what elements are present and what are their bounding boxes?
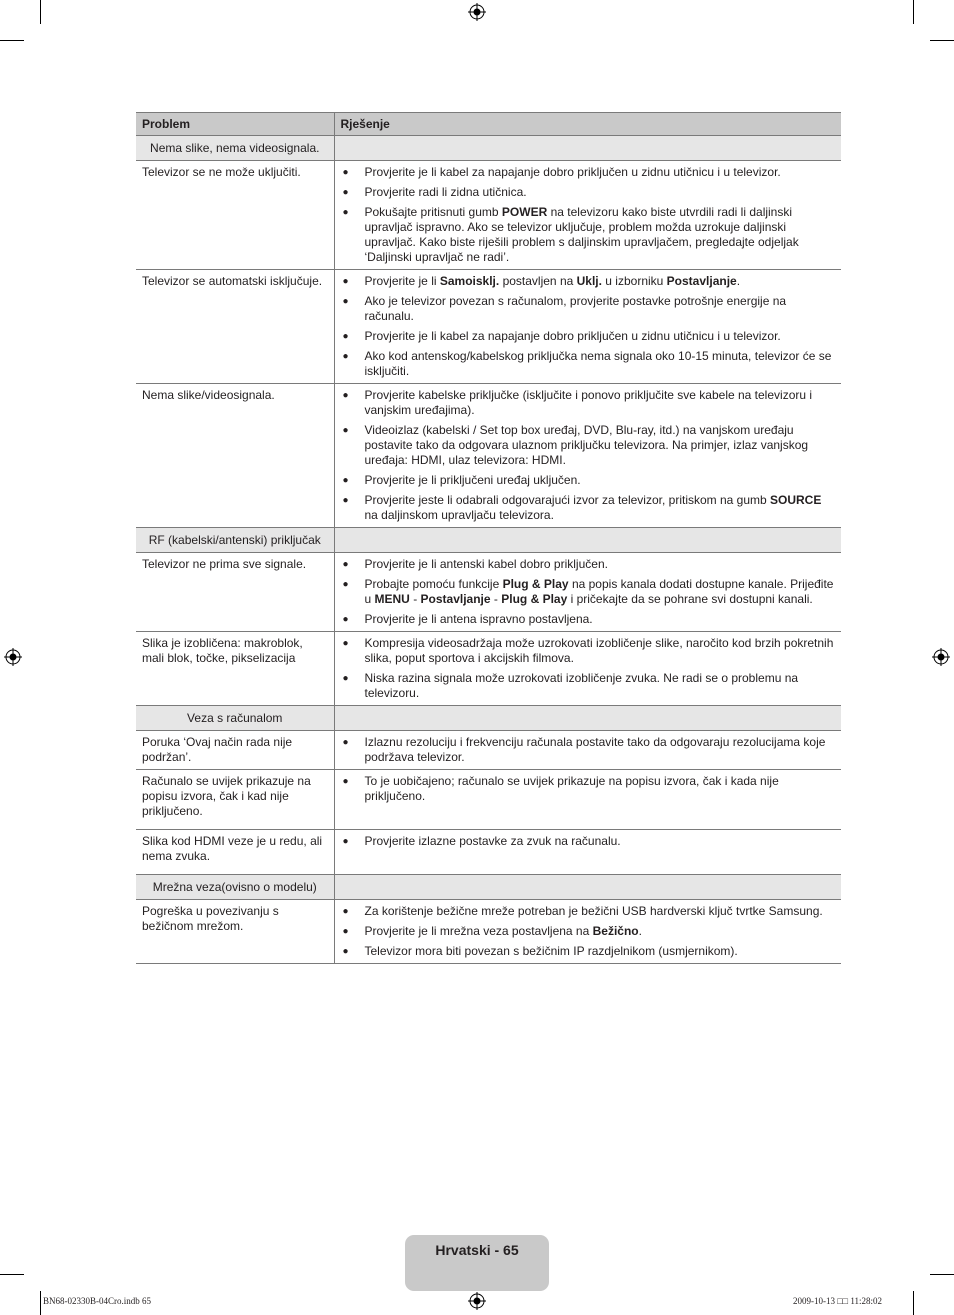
section-header-row [136, 528, 841, 553]
table-row [136, 384, 841, 528]
table-row [136, 632, 841, 706]
section-header-row [136, 136, 841, 161]
solution-list-item: ● Provjerite je li antenski kabel dobro priključen. [341, 557, 838, 572]
problem-cell: Televizor se ne može uključiti. [136, 161, 334, 270]
solution-list [341, 904, 838, 959]
section-empty-cell [334, 875, 841, 900]
solution-cell [334, 731, 841, 770]
solution-cell [334, 900, 841, 964]
problem-cell: Televizor se automatski isključuje. [136, 270, 334, 384]
footer-date: 2009-10-13 □□ 11:28:02 [793, 1296, 883, 1306]
solution-list-item: ● Provjerite radi li zidna utičnica. [341, 185, 838, 200]
solution-list-item: ● Provjerite je li Samoisklj. postavljen na Uklj. u izborniku Postavljanje. [341, 274, 838, 289]
problem-cell: Slika je izobličena: makroblok, mali blok, točke, pikselizacija [136, 632, 334, 706]
problem-cell: Televizor ne prima sve signale. [136, 553, 334, 632]
crop-mark [40, 1291, 41, 1315]
solution-cell [334, 384, 841, 528]
solution-list-item: ● Televizor mora biti povezan s bežičnim IP razdjelnikom (usmjernikom). [341, 944, 838, 959]
section-empty-cell [334, 706, 841, 731]
solution-list-item: ● Provjerite je li antena ispravno postavljena. [341, 612, 838, 627]
solution-list [341, 165, 838, 265]
section-label: RF (kabelski/antenski) priključak [136, 528, 334, 553]
solution-list [341, 834, 838, 849]
crop-mark [930, 1274, 954, 1275]
solution-list [341, 388, 838, 523]
table-row [136, 770, 841, 830]
crop-mark [930, 40, 954, 41]
table-row [136, 731, 841, 770]
registration-mark-icon [468, 1292, 486, 1310]
section-label: Veza s računalom [136, 706, 334, 731]
table-row [136, 161, 841, 270]
solution-list-item: ● Kompresija videosadržaja može uzrokovati izobličenje slike, naročito kod brzih pokretnih slika, poput sportova i akcijskih filmova. [341, 636, 838, 666]
solution-cell [334, 270, 841, 384]
table-row [136, 900, 841, 964]
solution-list-item: ● Probajte pomoću funkcije Plug & Play na popis kanala dodati dostupne kanale. Prijeđite u MENU - Postavljanje - Plug & Play i pričekajte da se pohrane svi dostupni kanali. [341, 577, 838, 607]
solution-list-item: ● Provjerite je li priključeni uređaj uključen. [341, 473, 838, 488]
registration-mark-icon [932, 648, 950, 666]
solution-list [341, 274, 838, 379]
crop-mark [913, 1291, 914, 1315]
table-row [136, 830, 841, 875]
solution-cell [334, 632, 841, 706]
solution-list [341, 557, 838, 627]
solution-list-item: ● Provjerite je li kabel za napajanje dobro priključen u zidnu utičnicu i u televizor. [341, 329, 838, 344]
crop-mark [0, 1274, 24, 1275]
problem-cell: Pogreška u povezivanju s bežičnom mrežom. [136, 900, 334, 964]
solution-cell [334, 830, 841, 875]
section-header-row [136, 706, 841, 731]
section-label: Mrežna veza(ovisno o modelu) [136, 875, 334, 900]
problem-cell: Nema slike/videosignala. [136, 384, 334, 528]
page-label: Hrvatski - 65 [435, 1242, 519, 1258]
solution-list-item: ● Provjerite kabelske priključke (isključite i ponovo priključite sve kabele na televizoru i vanjskim uređajima). [341, 388, 838, 418]
registration-mark-icon [468, 3, 486, 21]
troubleshooting-table [136, 112, 841, 964]
section-header-row [136, 875, 841, 900]
solution-list-item: ● Ako je televizor povezan s računalom, provjerite postavke potrošnje energije na računalu. [341, 294, 838, 324]
solution-list [341, 774, 838, 804]
table-row [136, 553, 841, 632]
problem-cell: Računalo se uvijek prikazuje na popisu izvora, čak i kad nije priključeno. [136, 770, 334, 830]
solution-cell [334, 770, 841, 830]
solution-list-item: ● Provjerite izlazne postavke za zvuk na računalu. [341, 834, 838, 849]
section-label: Nema slike, nema videosignala. [136, 136, 334, 161]
column-header-problem: Problem [136, 113, 334, 136]
solution-list-item: ● Ako kod antenskog/kabelskog priključka nema signala oko 10-15 minuta, televizor će se isključiti. [341, 349, 838, 379]
problem-cell: Poruka ‘Ovaj način rada nije podržan’. [136, 731, 334, 770]
column-header-solution: Rješenje [334, 113, 841, 136]
solution-list-item: ● Provjerite jeste li odabrali odgovarajući izvor za televizor, pritiskom na gumb SOURCE na daljinskom upravljaču televizora. [341, 493, 838, 523]
section-empty-cell [334, 136, 841, 161]
solution-list-item: ● Niska razina signala može uzrokovati izobličenje zvuka. Ne radi se o problemu na televizoru. [341, 671, 838, 701]
table-header-row [136, 113, 841, 136]
solution-list-item: ● Videoizlaz (kabelski / Set top box uređaj, DVD, Blu-ray, itd.) na vanjskom uređaju postavite tako da odgovara ulaznom priključku televizora. Na primjer, izlaz vanjskog uređaja: HDMI, ulaz televizora: HDMI. [341, 423, 838, 468]
table-body [136, 136, 841, 964]
solution-list-item: ● Izlaznu rezoluciju i frekvenciju računala postavite tako da odgovaraju rezolucijama koje podržava televizor. [341, 735, 838, 765]
solution-list-item: ● Provjerite je li mrežna veza postavljena na Bežično. [341, 924, 838, 939]
registration-mark-icon [4, 648, 22, 666]
solution-list [341, 636, 838, 701]
solution-cell [334, 161, 841, 270]
footer-file: BN68-02330B-04Cro.indb 65 [43, 1296, 151, 1306]
solution-list-item: ● To je uobičajeno; računalo se uvijek prikazuje na popisu izvora, čak i kada nije priključeno. [341, 774, 838, 804]
crop-mark [913, 0, 914, 24]
page-number-tab [405, 1235, 549, 1291]
problem-cell: Slika kod HDMI veze je u redu, ali nema zvuka. [136, 830, 334, 875]
crop-mark [0, 40, 24, 41]
section-empty-cell [334, 528, 841, 553]
crop-mark [40, 0, 41, 24]
table-row [136, 270, 841, 384]
solution-list [341, 735, 838, 765]
solution-cell [334, 553, 841, 632]
solution-list-item: ● Za korištenje bežične mreže potreban je bežični USB hardverski ključ tvrtke Samsung. [341, 904, 838, 919]
solution-list-item: ● Pokušajte pritisnuti gumb POWER na televizoru kako biste utvrdili radi li daljinski upravljač ispravno. Ako se televizor uključuje, problem možda uzrokuje daljinski upravljač. Kako biste riješili problem s daljinskim upravljačem, pregledajte odjeljak ‘Daljinski upravljač ne radi’. [341, 205, 838, 265]
solution-list-item: ● Provjerite je li kabel za napajanje dobro priključen u zidnu utičnicu i u televizor. [341, 165, 838, 180]
